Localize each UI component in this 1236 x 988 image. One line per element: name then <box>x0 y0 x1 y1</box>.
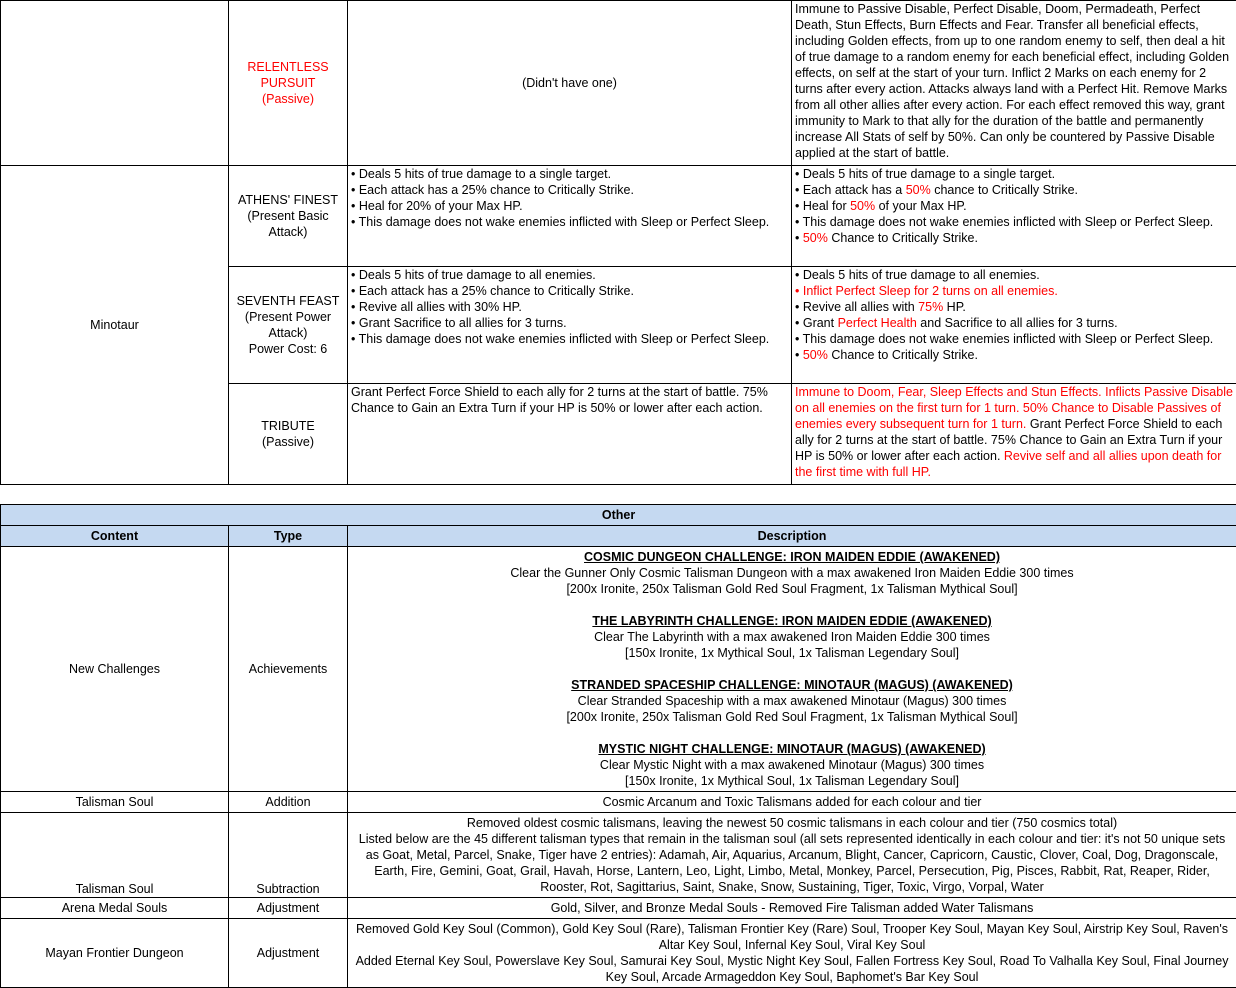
text-segment: • Grant <box>795 316 838 330</box>
skill-name-cell <box>229 384 348 485</box>
after-line <box>795 283 1233 299</box>
table-row <box>1 792 1236 813</box>
skill-name: TRIBUTE <box>261 419 315 433</box>
type-cell: Adjustment <box>229 898 348 919</box>
text-segment: • Each attack has a <box>795 183 906 197</box>
before-line: • Each attack has a 25% chance to Critically Strike. <box>351 183 634 197</box>
skill-sub: Attack) <box>268 326 308 340</box>
character-cell <box>1 1 229 166</box>
other-table <box>0 504 1236 988</box>
challenge-reward: [150x Ironite, 1x Mythical Soul, 1x Talisman Legendary Soul] <box>625 774 959 788</box>
table-row <box>1 547 1236 792</box>
before-line: Grant Perfect Force Shield to each ally for 2 turns at the start of battle. 75% Chance to Gain an Extra Turn if your HP is 50% or lower after each action. <box>351 385 768 415</box>
table-row <box>1 166 1236 267</box>
skill-sub: Attack) <box>268 225 308 239</box>
text-segment: chance to Critically Strike. <box>930 183 1078 197</box>
text-segment: of your Max HP. <box>875 199 967 213</box>
changed-text: Immune to Doom, Fear, Sleep Effects and Stun Effects. Inflicts Passive Disable on all enemies on the first turn for 1 turn. 50% Chance to Disable Passives of enemies every subsequent turn for 1 turn. <box>795 385 1233 431</box>
after-line <box>795 230 1233 246</box>
table-title: Other <box>1 505 1236 526</box>
before-line: • Heal for 20% of your Max HP. <box>351 199 523 213</box>
before-text: (Didn't have one) <box>522 76 617 90</box>
table-row <box>1 898 1236 919</box>
skill-sub: (Present Power <box>244 310 332 324</box>
before-line: • Revive all allies with 30% HP. <box>351 300 522 314</box>
after-line <box>795 299 1233 315</box>
challenge-title: MYSTIC NIGHT CHALLENGE: MINOTAUR (MAGUS) (AWAKENED) <box>598 742 986 756</box>
type-cell: Addition <box>229 792 348 813</box>
after-line <box>795 315 1233 331</box>
changed-text: Perfect Health <box>837 316 917 330</box>
text-segment: Chance to Critically Strike. <box>827 231 978 245</box>
character-name: Minotaur <box>90 318 139 332</box>
before-cell <box>348 1 792 166</box>
after-text: Immune to Passive Disable, Perfect Disable, Doom, Permadeath, Perfect Death, Stun Effects, Burn Effects and Fear. Transfer all beneficial effects, including Golden effects, from up to one random enemy to self, then deal a hit of true damage to a random enemy for each beneficial effect, including Golden effects, on self at the start of your turn. Inflict 2 Marks on each enemy for 2 turns after every action. Attacks always land with a Perfect Hit. Remove Marks from all other allies after every action. For each effect removed this way, grant immunity to Mark to that ally for the duration of the battle and permanently increase All Stats of self by 50%. Can only be countered by Passive Disable applied at the start of battle. <box>795 2 1230 160</box>
after-line <box>795 166 1233 182</box>
changed-text: 50% <box>802 348 828 362</box>
table-row <box>1 919 1236 988</box>
text-segment: • Deals 5 hits of true damage to all enemies. <box>795 268 1040 282</box>
after-line <box>795 384 1233 480</box>
content-cell: Talisman Soul <box>1 813 229 898</box>
description-cell <box>348 813 1236 898</box>
text-segment: • Heal for <box>795 199 851 213</box>
challenge-block <box>351 549 1233 597</box>
description-cell <box>348 919 1236 988</box>
after-line <box>795 182 1233 198</box>
challenge-reward: [200x Ironite, 250x Talisman Gold Red Soul Fragment, 1x Talisman Mythical Soul] <box>566 710 1018 724</box>
before-line: • Each attack has a 25% chance to Critically Strike. <box>351 284 634 298</box>
text-segment: and Sacrifice to all allies for 3 turns. <box>916 316 1118 330</box>
skill-name-cell <box>229 166 348 267</box>
content-cell: Talisman Soul <box>1 792 229 813</box>
text-segment: Grant Perfect Force Shield to each ally for 2 turns at the start of battle. 75% Chance to Gain an Extra Turn if your HP is 50% or lower after each action. <box>795 417 1223 463</box>
skill-name: ATHENS' FINEST <box>237 193 339 207</box>
challenge-desc: Clear Mystic Night with a max awakened Minotaur (Magus) 300 times <box>599 758 985 772</box>
skill-name: SEVENTH FEAST <box>236 294 340 308</box>
skill-sub: (Present Basic <box>247 209 329 223</box>
type-cell: Adjustment <box>229 919 348 988</box>
type-cell: Subtraction <box>229 813 348 898</box>
after-cell <box>792 166 1236 267</box>
before-line: • Deals 5 hits of true damage to a single target. <box>351 167 612 181</box>
after-line <box>795 198 1233 214</box>
text-segment: • This damage does not wake enemies inflicted with Sleep or Perfect Sleep. <box>795 332 1214 346</box>
skill-name-cell <box>229 267 348 384</box>
after-cell <box>792 384 1236 485</box>
before-cell <box>348 267 792 384</box>
changed-text: 50% <box>802 231 828 245</box>
after-line <box>795 331 1233 347</box>
challenge-desc: Clear The Labyrinth with a max awakened Iron Maiden Eddie 300 times <box>594 630 990 644</box>
text-segment: • <box>795 348 803 362</box>
table-row <box>1 1 1236 166</box>
skills-table <box>0 0 1236 485</box>
description-cell: Gold, Silver, and Bronze Medal Souls - Removed Fire Talisman added Water Talismans <box>348 898 1236 919</box>
skill-type: (Passive) <box>261 92 315 106</box>
type-cell: Achievements <box>229 547 348 792</box>
description-line: Removed Gold Key Soul (Common), Gold Key Soul (Rare), Talisman Frontier Key (Rare) Soul, Trooper Key Soul, Mayan Key Soul, Airstrip Key Soul, Raven's Altar Key Soul, Infernal Key Soul, Viral Key Soul <box>356 922 1228 952</box>
content-cell: New Challenges <box>1 547 229 792</box>
skill-sub: Power Cost: 6 <box>248 342 328 356</box>
challenge-title: STRANDED SPACESHIP CHALLENGE: MINOTAUR (MAGUS) (AWAKENED) <box>571 678 1013 692</box>
text-segment: • This damage does not wake enemies inflicted with Sleep or Perfect Sleep. <box>795 215 1214 229</box>
before-line: • This damage does not wake enemies inflicted with Sleep or Perfect Sleep. <box>351 215 770 229</box>
challenge-reward: [200x Ironite, 250x Talisman Gold Red Soul Fragment, 1x Talisman Mythical Soul] <box>566 582 1018 596</box>
challenge-title: THE LABYRINTH CHALLENGE: IRON MAIDEN EDDIE (AWAKENED) <box>592 614 992 628</box>
description-line: Removed oldest cosmic talismans, leaving the newest 50 cosmic talismans in each colour and tier (750 cosmics total) <box>466 816 1118 830</box>
header-type: Type <box>229 526 348 547</box>
text-segment: HP. <box>943 300 966 314</box>
character-cell <box>1 166 229 485</box>
changed-text: • Inflict Perfect Sleep for 2 turns on all enemies. <box>795 284 1058 298</box>
changed-text: 50% <box>850 199 876 213</box>
description-cell <box>348 547 1236 792</box>
after-cell <box>792 1 1236 166</box>
content-cell: Mayan Frontier Dungeon <box>1 919 229 988</box>
after-cell <box>792 267 1236 384</box>
text-segment: • <box>795 231 803 245</box>
challenge-reward: [150x Ironite, 1x Mythical Soul, 1x Talisman Legendary Soul] <box>625 646 959 660</box>
after-line <box>795 214 1233 230</box>
before-line: • Grant Sacrifice to all allies for 3 turns. <box>351 316 567 330</box>
text-segment: • Revive all allies with <box>795 300 919 314</box>
before-line: • This damage does not wake enemies inflicted with Sleep or Perfect Sleep. <box>351 332 770 346</box>
challenge-title: COSMIC DUNGEON CHALLENGE: IRON MAIDEN EDDIE (AWAKENED) <box>584 550 1000 564</box>
description-line: Listed below are the 45 different talisman types that remain in the talisman soul (all sets represented identically in each colour and tier: it's not 50 unique sets as Goat, Metal, Parcel, Snake, Tiger have 2 entries): Adamah, Air, Aquarius, Arcanum, Blight, Cancer, Capricorn, Caustic, Clover, Coal, Dog, Dragonscale, Earth, Fire, Gemini, Goat, Grail, Havah, Horse, Lantern, Leo, Light, Limbo, Metal, Monkey, Parcel, Persecution, Pig, Pisces, Rabbit, Rat, Reaper, Rider, Rooster, Rot, Sagittarius, Saint, Snake, Snow, Sustaining, Tiger, Toxic, Virgo, Vorpal, Water <box>358 832 1226 894</box>
changed-text: 50% <box>905 183 931 197</box>
challenge-block <box>351 741 1233 789</box>
challenge-desc: Clear Stranded Spaceship with a max awakened Minotaur (Magus) 300 times <box>577 694 1007 708</box>
after-line <box>795 267 1233 283</box>
text-segment: Chance to Critically Strike. <box>827 348 978 362</box>
before-cell <box>348 166 792 267</box>
before-line: • Deals 5 hits of true damage to all enemies. <box>351 268 596 282</box>
skill-name: RELENTLESS PURSUIT <box>247 60 329 90</box>
header-description: Description <box>348 526 1236 547</box>
table-title-row <box>1 505 1236 526</box>
changed-text: Revive self and all allies upon death for the first time with full HP. <box>795 449 1222 479</box>
content-cell: Arena Medal Souls <box>1 898 229 919</box>
text-segment: • Deals 5 hits of true damage to a single target. <box>795 167 1056 181</box>
table-row <box>1 813 1236 898</box>
changed-text: 75% <box>918 300 944 314</box>
header-content: Content <box>1 526 229 547</box>
before-cell <box>348 384 792 485</box>
description-line: Added Eternal Key Soul, Powerslave Key Soul, Samurai Key Soul, Mystic Night Key Soul, Fallen Fortress Key Soul, Road To Valhalla Key Soul, Final Journey Key Soul, Arcade Armageddon Key Soul, Baphomet's Bar Key Soul <box>355 954 1229 984</box>
skill-sub: (Passive) <box>261 435 315 449</box>
description-cell: Cosmic Arcanum and Toxic Talismans added for each colour and tier <box>348 792 1236 813</box>
challenge-block <box>351 677 1233 725</box>
after-line <box>795 347 1233 363</box>
header-row <box>1 526 1236 547</box>
skill-name-cell <box>229 1 348 166</box>
challenge-desc: Clear the Gunner Only Cosmic Talisman Dungeon with a max awakened Iron Maiden Eddie 300 times <box>510 566 1074 580</box>
challenge-block <box>351 613 1233 661</box>
